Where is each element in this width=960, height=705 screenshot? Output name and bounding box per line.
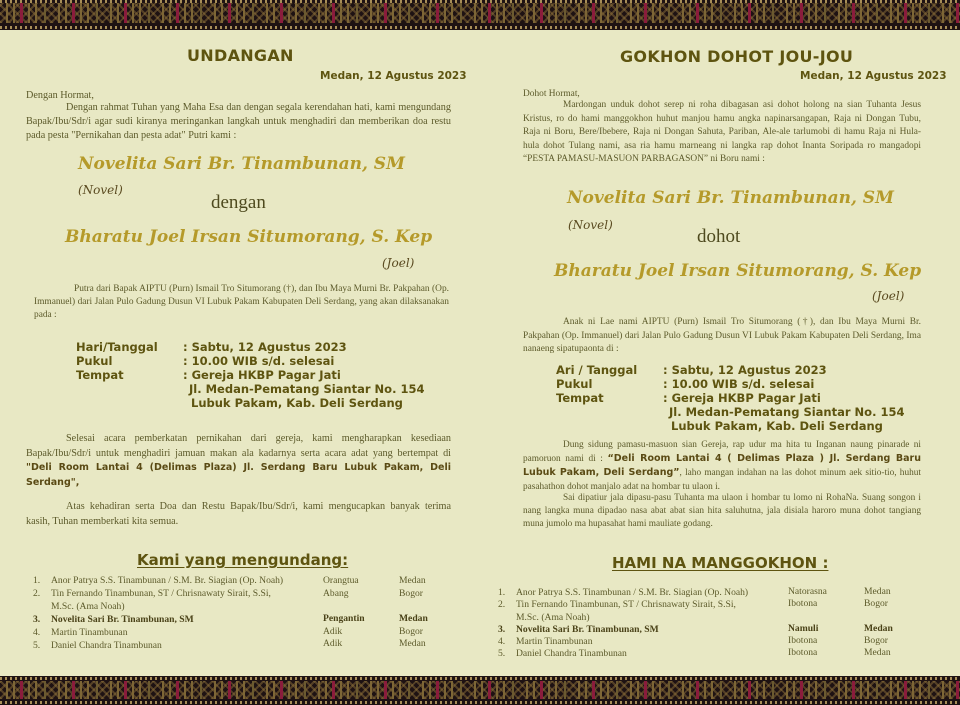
ulos-border-bottom [0, 676, 960, 705]
host-city: Medan [864, 586, 891, 597]
host-name: Tin Fernando Tinambunan, ST / Chrisnawaty Sirait, S.Si, [51, 588, 271, 599]
groom-name: Bharatu Joel Irsan Situmorang, S. Kep [554, 261, 922, 281]
list-item-number: 3. [498, 624, 506, 635]
reception-paragraph [26, 432, 451, 490]
host-city: Bogor [864, 598, 888, 609]
host-city: Medan [399, 575, 426, 586]
time-value: : 10.00 WIB s/d. selesai [183, 354, 335, 368]
host-role: Natorasna [788, 586, 827, 597]
host-city: Medan [399, 613, 428, 624]
host-role: Ibotona [788, 647, 818, 658]
host-name: Novelita Sari Br. Tinambunan, SM [516, 624, 659, 635]
reception-text: Dung sidung pamasu-masuon sian Gereja, rap udur ma hita tu Inganan naung pinarade ni pamoruon nami di : [523, 440, 921, 465]
invitation-page-batak [480, 30, 960, 676]
host-name: Martin Tinambunan [516, 636, 593, 647]
host-role: Orangtua [323, 575, 359, 586]
page-title: GOKHON DOHOT JOU-JOU [620, 47, 854, 66]
ulos-weave-pattern [0, 3, 960, 23]
host-role: Ibotona [788, 598, 818, 609]
intro-paragraph: Mardongan unduk dohot serep ni roha dibagasan asi dohot holong na sian Tuhanta Jesus Kristus, ro do hami manggokhon huhut manjou hamu angka napinarsangapan, Raja ni Dongan Tubu, Raja ni Boru, Bere/Ibebere, Raja ni Dongan Sahuta, Pariban, Ale-ale tarlumobi di hamu Raja ni Hula-hula dohot Tulang nami, asa ria hamu marneang ni langka rap dohot Inanta Soripada ro mangadopi “PESTA PAMASU-MASUON PARBAGASON” ni Boru nami : [523, 100, 921, 164]
ulos-weave-pattern [0, 681, 960, 699]
time-label: Pukul [556, 377, 593, 391]
closing-paragraph: Atas kehadiran serta Doa dan Restu Bapak/Ibu/Sdr/i, kami mengucapkan banyak terima kasih, Tuhan memberkati kita semua. [26, 501, 451, 527]
host-city: Bogor [864, 635, 888, 646]
host-name: Anor Patrya S.S. Tinambunan / S.M. Br. Siagian (Op. Noah) [516, 587, 749, 598]
place-label: Tempat [76, 368, 124, 382]
host-name: Tin Fernando Tinambunan, ST / Chrisnawaty Sirait, S.Si, [516, 599, 736, 610]
day-value: : Sabtu, 12 Agustus 2023 [663, 363, 827, 377]
host-role: Adik [323, 638, 343, 649]
hosts-title: Kami yang mengundang: [137, 551, 349, 569]
groom-name: Bharatu Joel Irsan Situmorang, S. Kep [65, 227, 433, 247]
invitation-page-indonesian [0, 30, 480, 676]
host-name: Anor Patrya S.S. Tinambunan / S.M. Br. Siagian (Op. Noah) [51, 575, 284, 586]
place-value: : Gereja HKBP Pagar Jati [183, 368, 341, 382]
list-item-number: 4. [498, 636, 506, 647]
host-role: Pengantin [323, 613, 365, 624]
border-dot-line [0, 701, 960, 704]
place-address: Jl. Medan-Pematang Siantar No. 154 [669, 405, 905, 419]
host-city: Medan [864, 623, 893, 634]
time-label: Pukul [76, 354, 113, 368]
invitation-date: Medan, 12 Agustus 2023 [800, 70, 947, 82]
greeting: Dengan Hormat, [26, 90, 94, 101]
host-city: Medan [864, 647, 891, 658]
bride-name: Novelita Sari Br. Tinambunan, SM [78, 154, 405, 174]
reception-paragraph [523, 439, 921, 494]
host-city: Medan [399, 638, 426, 649]
list-item-number: 2. [498, 599, 506, 610]
place-address: Jl. Medan-Pematang Siantar No. 154 [189, 382, 425, 396]
hosts-title: HAMI NA MANGGOKHON : [612, 554, 829, 572]
reception-venue: "Deli Room Lantai 4 (Delimas Plaza) Jl. Serdang Baru Lubuk Pakam, Deli Serdang", [26, 462, 451, 488]
list-item-number: 4. [33, 627, 41, 638]
ulos-border-top [0, 0, 960, 30]
reception-text-cont: , laho mangan indahan na las dohot minum aek sitio-tio, huhut pasahathon dohot manjalo adat na hombar tu ulaon i. [523, 468, 921, 492]
list-item-number: 5. [498, 648, 506, 659]
host-role: Namuli [788, 623, 819, 634]
greeting: Dohot Hormat, [523, 89, 580, 99]
bride-nickname: (Novel) [78, 183, 123, 197]
reception-text: Selesai acara pemberkatan pernikahan dari gereja, kami mengharapkan kesediaan Bapak/Ibu/Sdr/i untuk menghadiri jamuan makan ala kadarnya serta acara adat yang bertempat di [26, 433, 451, 459]
groom-nickname: (Joel) [872, 289, 905, 303]
list-item-number: 1. [33, 575, 41, 586]
border-dot-line [0, 677, 960, 680]
host-role: Abang [323, 588, 349, 599]
day-label: Hari/Tanggal [76, 340, 158, 354]
time-value: : 10.00 WIB s/d. selesai [663, 377, 815, 391]
page-title: UNDANGAN [187, 46, 294, 65]
host-name: Daniel Chandra Tinambunan [516, 648, 627, 659]
parents-paragraph: Anak ni Lae nami AIPTU (Purn) Ismail Tro Situmorang (†), dan Ibu Maya Murni Br. Pakpahan (Op. Immanuel) dari Jalan Pulo Gadung Dusun VI Lubuk Pakam Kabupaten Deli Serdang, Ima nanaeng sipatupaonta di : [523, 317, 921, 354]
list-item-number: 5. [33, 640, 41, 651]
place-city: Lubuk Pakam, Kab. Deli Serdang [191, 396, 403, 410]
bride-name: Novelita Sari Br. Tinambunan, SM [567, 188, 894, 208]
place-label: Tempat [556, 391, 604, 405]
parents-paragraph: Putra dari Bapak AIPTU (Purn) Ismail Tro Situmorang (†), dan Ibu Maya Murni Br. Pakpahan (Op. Immanuel) dari Jalan Pulo Gadung Dusun VI Lubuk Pakam Kabupaten Deli Serdang, yang akan dilaksanakan pada : [34, 284, 449, 320]
conjunction: dohot [697, 226, 741, 247]
host-name-cont: M.Sc. (Ama Noah) [51, 601, 125, 612]
border-dot-line [0, 26, 960, 29]
list-item-number: 2. [33, 588, 41, 599]
day-value: : Sabtu, 12 Agustus 2023 [183, 340, 347, 354]
list-item-number: 1. [498, 587, 506, 598]
reception-venue: “Deli Room Lantai 4 ( Delimas Plaza ) Jl. Serdang Baru Lubuk Pakam, Deli Serdang” [523, 453, 921, 479]
host-name: Daniel Chandra Tinambunan [51, 640, 162, 651]
host-name: Novelita Sari Br. Tinambunan, SM [51, 614, 194, 625]
host-name-cont: M.Sc. (Ama Noah) [516, 612, 590, 623]
place-city: Lubuk Pakam, Kab. Deli Serdang [671, 419, 883, 433]
groom-nickname: (Joel) [382, 256, 415, 270]
host-name: Martin Tinambunan [51, 627, 128, 638]
closing-paragraph: Sai dipatiur jala dipasu-pasu Tuhanta ma ulaon i hombar tu lomo ni RohaNa. Suang songon i nang langka muna dipadao nasa abat abat sian hita saluhutna, jala disiala haroro muna dohot tangiang muna jumolo ma hupasahat hami mauliate godang. [523, 493, 921, 530]
host-city: Bogor [399, 588, 423, 599]
host-city: Bogor [399, 626, 423, 637]
conjunction: dengan [211, 192, 266, 213]
bride-nickname: (Novel) [568, 218, 613, 232]
intro-paragraph: Dengan rahmat Tuhan yang Maha Esa dan dengan segala kerendahan hati, kami mengundang Bapak/Ibu/Sdr/i agar sudi kiranya meringankan langkah untuk menghadiri dan memberikan doa restu pada pesta "Pernikahan dan pesta adat" Putri kami : [26, 102, 451, 141]
host-role: Adik [323, 626, 343, 637]
invitation-date: Medan, 12 Agustus 2023 [320, 70, 467, 82]
place-value: : Gereja HKBP Pagar Jati [663, 391, 821, 405]
list-item-number: 3. [33, 614, 41, 625]
day-label: Ari / Tanggal [556, 363, 638, 377]
host-role: Ibotona [788, 635, 818, 646]
